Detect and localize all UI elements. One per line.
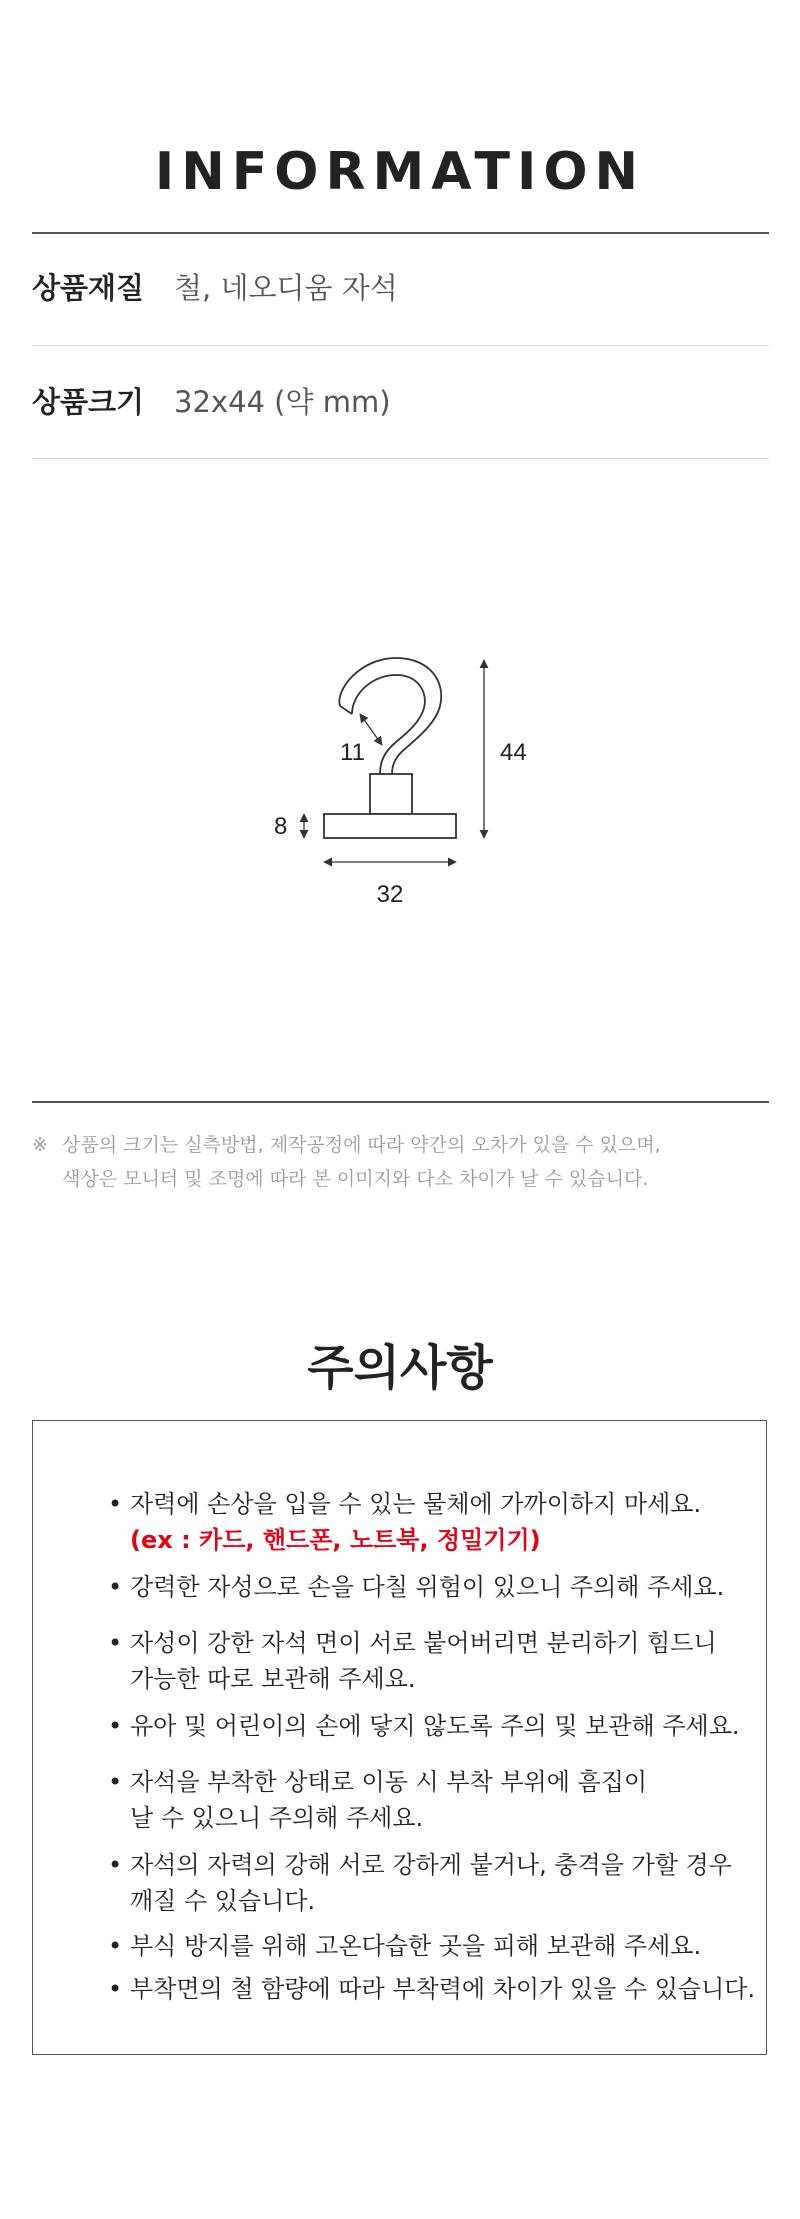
spec-value-size: 32x44 (약 mm) xyxy=(174,385,391,419)
caution-text: 날 수 있으니 주의해 주세요. xyxy=(130,1804,424,1832)
information-title: INFORMATION xyxy=(154,142,646,202)
height-dim-label: 44 xyxy=(500,739,527,766)
caution-title: 주의사항 xyxy=(307,1340,493,1396)
width-dim-label: 32 xyxy=(376,881,404,908)
hook-dim-label: 11 xyxy=(340,739,365,766)
bullet-dot: • xyxy=(108,1851,123,1879)
spec-value-material: 철, 네오디움 자석 xyxy=(174,271,398,305)
bullet-dot: • xyxy=(108,1573,123,1601)
caution-text: 자석을 부착한 상태로 이동 시 부착 부위에 흠집이 xyxy=(130,1768,648,1796)
caution-text: 자성이 강한 자석 면이 서로 붙어버리면 분리하기 힘드니 xyxy=(130,1629,717,1657)
bullet-dot: • xyxy=(108,1768,123,1796)
reference-mark: ※ xyxy=(32,1134,48,1156)
caution-text: 유아 및 어린이의 손에 닿지 않도록 주의 및 보관해 주세요. xyxy=(130,1712,740,1740)
base-dim-label: 8 xyxy=(274,813,288,840)
bullet-dot: • xyxy=(108,1712,123,1740)
caution-example: (ex : 카드, 핸드폰, 노트북, 정밀기기) xyxy=(130,1526,541,1554)
caution-text: 가능한 따로 보관해 주세요. xyxy=(130,1665,416,1693)
spec-label-material: 상품재질 xyxy=(32,271,145,305)
caution-text: 부착면의 철 함량에 따라 부착력에 차이가 있을 수 있습니다. xyxy=(130,1975,756,2003)
caution-text: 부식 방지를 위해 고온다습한 곳을 피해 보관해 주세요. xyxy=(130,1932,702,1960)
bullet-dot: • xyxy=(108,1490,123,1518)
disclaimer-line-1: 상품의 크기는 실측방법, 제작공정에 따라 약간의 오차가 있을 수 있으며, xyxy=(62,1134,661,1156)
bullet-dot: • xyxy=(108,1975,123,2003)
hook-magnet-diagram xyxy=(0,0,800,1100)
magnet-base xyxy=(324,814,456,838)
magnet-neck xyxy=(370,774,412,814)
caution-text: 자력에 손상을 입을 수 있는 물체에 가까이하지 마세요. xyxy=(130,1490,702,1518)
caution-text: 깨질 수 있습니다. xyxy=(130,1887,316,1915)
bullet-dot: • xyxy=(108,1629,123,1657)
diagram-bottom-divider xyxy=(32,1101,769,1103)
caution-text: 자석의 자력의 강해 서로 강하게 붙거나, 충격을 가할 경우 xyxy=(130,1851,732,1879)
spec-label-size: 상품크기 xyxy=(32,385,145,419)
bullet-dot: • xyxy=(108,1932,123,1960)
disclaimer-line-2: 색상은 모니터 및 조명에 따라 본 이미지와 다소 차이가 날 수 있습니다. xyxy=(62,1168,649,1190)
caution-text: 강력한 자성으로 손을 다칠 위험이 있으니 주의해 주세요. xyxy=(130,1573,725,1601)
